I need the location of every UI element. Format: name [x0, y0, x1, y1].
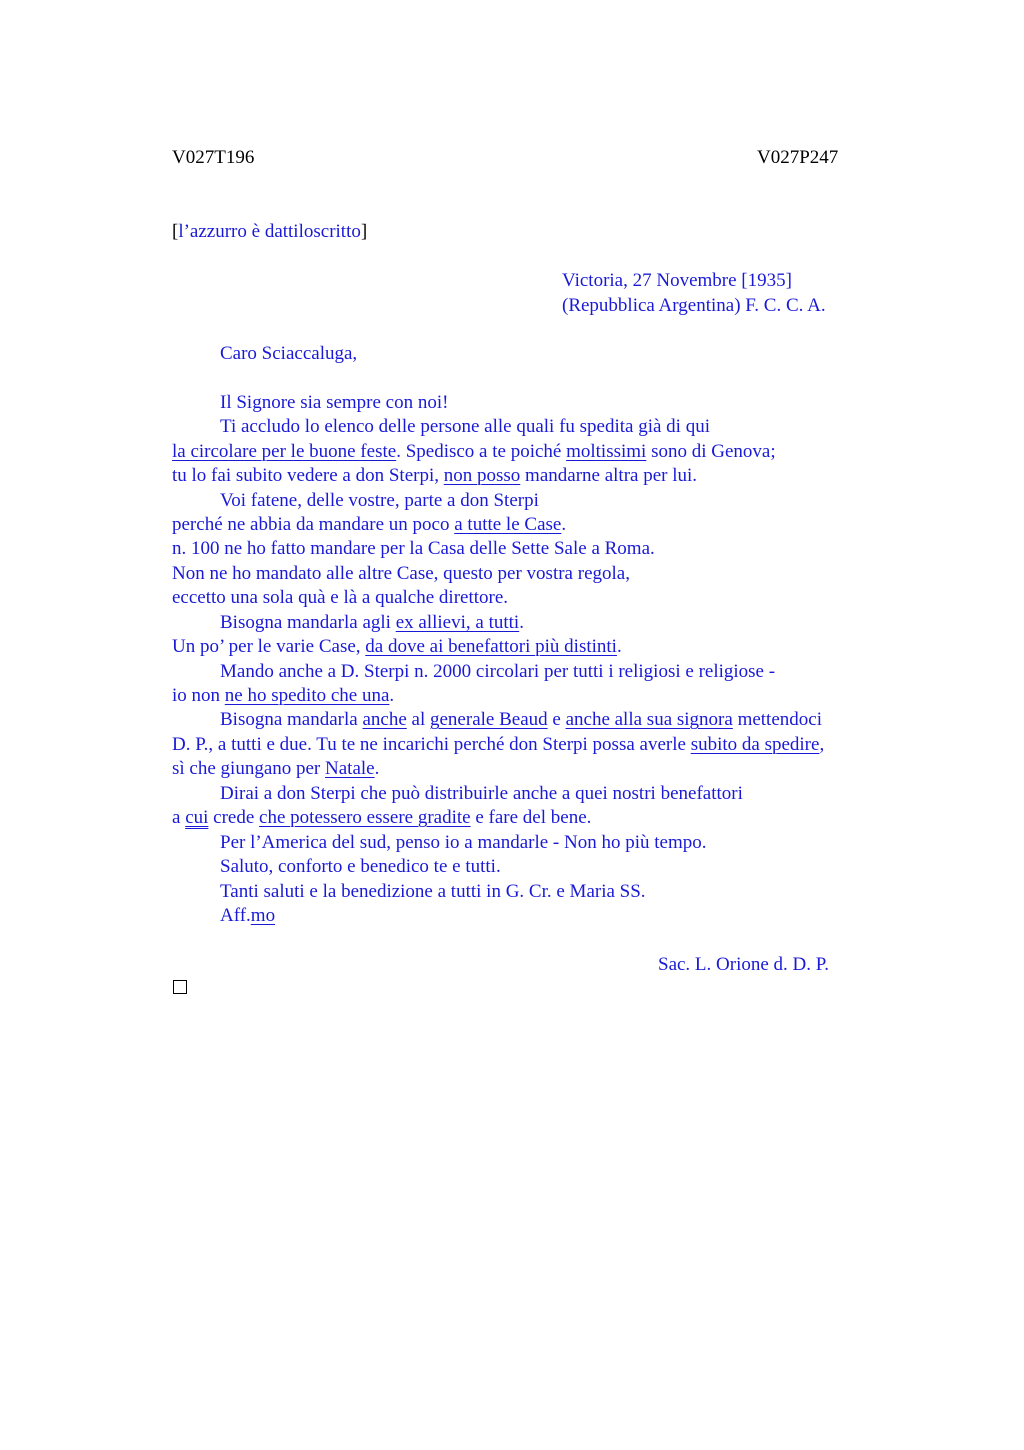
left-reference-code: V027T196	[172, 147, 255, 168]
text-run: tu lo fai subito vedere a don Sterpi,	[172, 465, 444, 486]
place-date-line: Victoria, 27 Novembre [1935]	[562, 270, 792, 291]
underlined-text: da dove ai benefattori più distinti	[365, 636, 617, 657]
text-run: D. P., a tutti e due. Tu te ne incarichi perché don Sterpi possa averle	[172, 734, 691, 755]
closing-line	[220, 904, 275, 928]
body-line: Il Signore sia sempre con noi!	[220, 392, 449, 413]
text-run: mandarne altra per lui.	[520, 465, 698, 486]
body-line	[172, 733, 824, 757]
body-line	[172, 513, 566, 537]
body-line	[220, 708, 822, 732]
body-line: n. 100 ne ho fatto mandare per la Casa delle Sette Sale a Roma.	[172, 538, 655, 559]
text-run: sì che giungano per	[172, 758, 326, 779]
note-close-bracket: ]	[360, 221, 368, 242]
text-run: perché ne abbia da mandare un poco	[172, 514, 455, 535]
underlined-text: cui	[185, 807, 209, 828]
body-line	[172, 684, 394, 708]
note-text: l’azzurro è dattiloscritto	[178, 221, 361, 242]
body-line: Non ne ho mandato alle altre Case, questo per vostra regola,	[172, 563, 630, 584]
body-line: Voi fatene, delle vostre, parte a don Sterpi	[220, 490, 539, 511]
text-run: mettendoci	[732, 709, 822, 730]
underlined-text: la circolare per le buone feste	[172, 441, 397, 462]
underlined-text: mo	[250, 905, 276, 926]
body-line	[172, 757, 379, 781]
underlined-text: anche alla sua signora	[565, 709, 733, 730]
text-run: a	[172, 807, 186, 828]
text-run: .	[374, 758, 380, 779]
right-reference-code: V027P247	[757, 147, 839, 168]
underlined-text: generale Beaud	[430, 709, 548, 730]
body-line: Saluto, conforto e benedico te e tutti.	[220, 856, 501, 877]
text-run: sono di Genova;	[646, 441, 776, 462]
text-run: e fare del bene.	[470, 807, 592, 828]
underlined-text: subito da spedire	[690, 734, 820, 755]
underlined-text: anche	[362, 709, 407, 730]
text-run: .	[519, 612, 524, 633]
text-run: Bisogna mandarla agli	[220, 612, 396, 633]
body-line	[172, 635, 622, 659]
body-line	[220, 611, 524, 635]
text-run: . Spedisco a te poiché	[396, 441, 567, 462]
body-line: Tanti saluti e la benedizione a tutti in G. Cr. e Maria SS.	[220, 881, 646, 902]
body-line	[172, 806, 591, 830]
salutation: Caro Sciaccaluga,	[220, 343, 358, 364]
text-run: .	[561, 514, 567, 535]
body-line: Ti accludo lo elenco delle persone alle quali fu spedita già di qui	[220, 416, 710, 437]
text-run: .	[616, 636, 622, 657]
place-country-line: (Repubblica Argentina) F. C. C. A.	[562, 295, 826, 316]
body-line	[172, 464, 697, 488]
underlined-text: ex allievi, a tutti	[395, 612, 520, 633]
body-line	[172, 440, 776, 464]
signature: Sac. L. Orione d. D. P.	[658, 954, 829, 975]
text-run: Aff.	[220, 905, 251, 926]
underlined-text: Natale	[325, 758, 375, 779]
note-open-bracket: [	[172, 221, 179, 242]
text-run: io non	[172, 685, 225, 706]
text-run: crede	[208, 807, 260, 828]
underlined-text: ne ho spedito che una	[224, 685, 390, 706]
underlined-text: che potessero essere gradite	[259, 807, 471, 828]
body-line: Mando anche a D. Sterpi n. 2000 circolari per tutti i religiosi e religiose -	[220, 661, 776, 682]
end-marker-square	[173, 980, 187, 994]
body-line: Dirai a don Sterpi che può distribuirle anche a quei nostri benefattori	[220, 783, 743, 804]
body-line: Per l’America del sud, penso io a mandarle - Non ho più tempo.	[220, 832, 707, 853]
text-run: Un po’ per le varie Case,	[172, 636, 366, 657]
text-run: .	[389, 685, 395, 706]
editorial-note	[172, 220, 367, 244]
body-line: eccetto una sola quà e là a qualche direttore.	[172, 587, 509, 608]
text-run: ,	[819, 734, 825, 755]
text-run: e	[547, 709, 566, 730]
text-run: Bisogna mandarla	[220, 709, 363, 730]
underlined-text: moltissimi	[566, 441, 647, 462]
text-run: al	[406, 709, 430, 730]
underlined-text: non posso	[443, 465, 521, 486]
underlined-text: a tutte le Case	[454, 514, 562, 535]
